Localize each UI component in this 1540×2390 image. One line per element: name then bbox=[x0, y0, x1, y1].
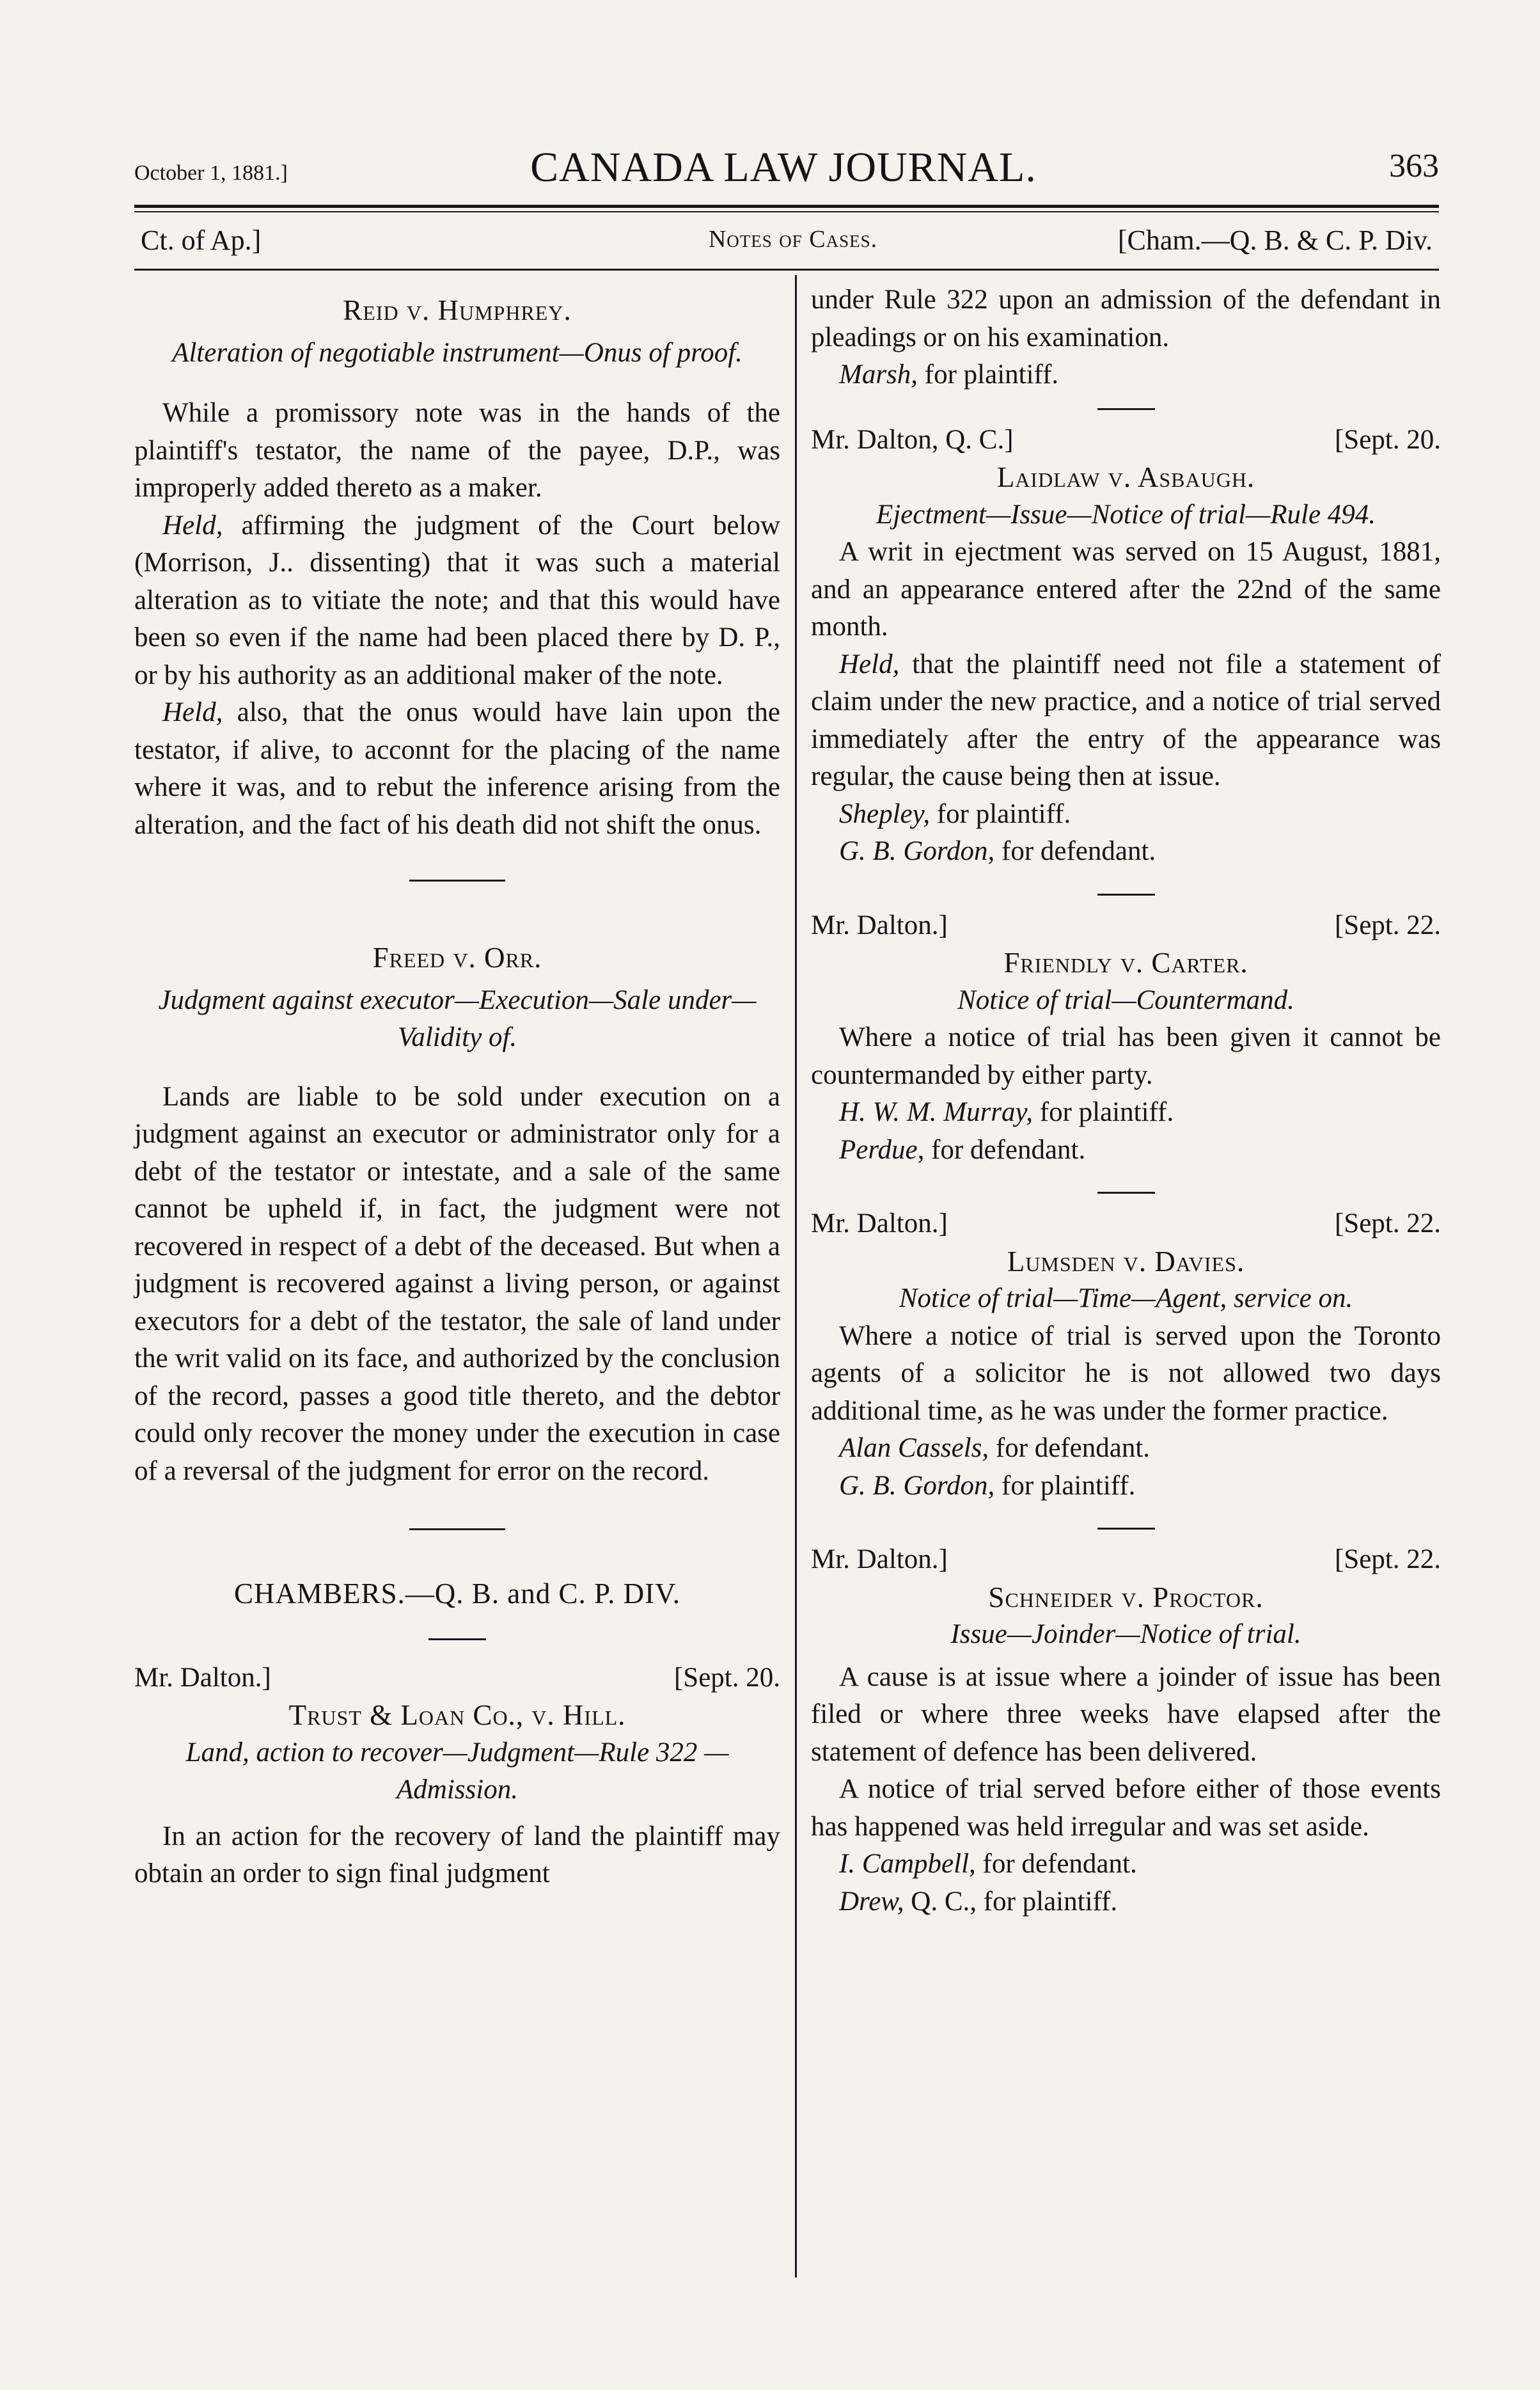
case-subtitle-friendly: Notice of trial—Countermand. bbox=[957, 985, 1294, 1015]
trust-header bbox=[134, 1659, 780, 1697]
header-rule-thin bbox=[134, 211, 1439, 212]
counsel-name: Alan Cassels, bbox=[839, 1433, 989, 1463]
held-label: Held, bbox=[162, 510, 223, 541]
counsel-line bbox=[811, 356, 1441, 394]
reid-para-3-text: also, that the onus would have lain upon the testator, if alive, to acconnt for the placing of the name where it was, and to rebut the inference arising from the alteration, and the fact of his death did not shift the onus. bbox=[134, 697, 780, 840]
reid-para-3 bbox=[134, 694, 780, 844]
reid-para-2 bbox=[134, 507, 780, 695]
counsel-name: Marsh, bbox=[839, 360, 918, 390]
counsel-name: G. B. Gordon, bbox=[839, 836, 995, 866]
judge-name: Mr. Dalton, Q. C.] bbox=[811, 424, 1014, 455]
case-title-lumsden: Lumsden v. Davies. bbox=[1007, 1245, 1245, 1278]
column-divider bbox=[795, 275, 797, 2277]
reid-para-2-text: affirming the judgment of the Court below (Morrison, J.. dissenting) that it was such a material alteration as to vitiate the note; and that this would have been so even if the name had been placed there by D. P., or by his authority as an additional maker of the note. bbox=[134, 510, 780, 690]
case-title-laidlaw: Laidlaw v. Asbaugh. bbox=[996, 461, 1255, 493]
header-rule bbox=[134, 205, 1439, 208]
counsel-line bbox=[811, 1883, 1441, 1921]
friendly-para-1: Where a notice of trial has been given it cannot be countermanded by either party. bbox=[811, 1022, 1441, 1090]
section-subheader bbox=[141, 219, 1445, 264]
case-title-reid: Reid v. Humphrey. bbox=[343, 294, 572, 326]
counsel-role: for defendant. bbox=[924, 1134, 1086, 1165]
judge-name: Mr. Dalton.] bbox=[811, 1208, 948, 1239]
right-column bbox=[811, 281, 1441, 1920]
case-subtitle-freed: Judgment against executor—Execution—Sale under—Validity of. bbox=[158, 985, 757, 1052]
counsel-name: Perdue, bbox=[839, 1134, 925, 1165]
case-subtitle-trust: Land, action to recover—Judgment—Rule 322 —Admission. bbox=[185, 1737, 729, 1805]
court-left: Ct. of Ap.] bbox=[141, 225, 262, 256]
laidlaw-para-2 bbox=[811, 646, 1441, 796]
laidlaw-header bbox=[811, 422, 1441, 459]
held-label: Held, bbox=[162, 697, 223, 727]
counsel-line bbox=[811, 833, 1441, 871]
decision-date: [Sept. 20. bbox=[1334, 424, 1441, 455]
court-right: [Cham.—Q. B. & C. P. Div. bbox=[1117, 225, 1433, 256]
decision-date: [Sept. 20. bbox=[673, 1662, 780, 1693]
case-title-friendly: Friendly v. Carter. bbox=[1003, 947, 1248, 979]
schneider-para-1: A cause is at issue where a joinder of issue has been filed or where three weeks have elapsed after the statement of defence has been delivered. bbox=[811, 1661, 1441, 1767]
decision-date: [Sept. 22. bbox=[1334, 1208, 1441, 1239]
case-subtitle-lumsden: Notice of trial—Time—Agent, service on. bbox=[899, 1283, 1353, 1313]
case-title-schneider: Schneider v. Proctor. bbox=[988, 1581, 1264, 1613]
issue-date: October 1, 1881.] bbox=[134, 161, 288, 185]
lumsden-header bbox=[811, 1205, 1441, 1243]
counsel-line bbox=[811, 1468, 1441, 1505]
counsel-role: for plaintiff. bbox=[994, 1470, 1136, 1501]
counsel-name: G. B. Gordon, bbox=[839, 1470, 995, 1501]
counsel-role: for defendant. bbox=[994, 836, 1156, 866]
counsel-line bbox=[811, 1846, 1441, 1883]
counsel-role: Q. C., for plaintiff. bbox=[904, 1886, 1118, 1917]
held-label: Held, bbox=[839, 649, 900, 679]
case-subtitle-reid: Alteration of negotiable instrument—Onus of proof. bbox=[172, 337, 742, 368]
counsel-role: for defendant. bbox=[975, 1849, 1137, 1879]
case-subtitle-schneider: Issue—Joinder—Notice of trial. bbox=[950, 1619, 1301, 1649]
judge-name: Mr. Dalton.] bbox=[134, 1662, 271, 1693]
counsel-line bbox=[811, 1094, 1441, 1132]
friendly-header bbox=[811, 907, 1441, 945]
laidlaw-para-2-text: that the plaintiff need not file a statement of claim under the new practice, and a notice of trial served immediately after the entry of the appearance was regular, the cause being then at issue. bbox=[811, 649, 1441, 791]
counsel-name: Drew, bbox=[839, 1886, 904, 1917]
counsel-role: for plaintiff. bbox=[1033, 1097, 1174, 1127]
schneider-para-2: A notice of trial served before either of those events has happened was held irregular and was set aside. bbox=[811, 1774, 1441, 1842]
page-number: 363 bbox=[1389, 148, 1439, 184]
case-subtitle-laidlaw: Ejectment—Issue—Notice of trial—Rule 494. bbox=[876, 499, 1376, 530]
counsel-name: H. W. M. Murray, bbox=[839, 1097, 1033, 1127]
section-title: Notes of Cases. bbox=[708, 226, 878, 253]
counsel-name: Shepley, bbox=[839, 798, 931, 829]
judge-name: Mr. Dalton.] bbox=[811, 1544, 948, 1574]
counsel-role: for plaintiff. bbox=[930, 798, 1071, 829]
counsel-role: for defendant. bbox=[989, 1433, 1151, 1463]
counsel-name: I. Campbell, bbox=[839, 1849, 976, 1879]
laidlaw-para-1: A writ in ejectment was served on 15 August, 1881, and an appearance entered after the 22nd of the same month. bbox=[811, 537, 1441, 642]
freed-para-1: Lands are liable to be sold under execution on a judgment against an executor or administrator only for a debt of the testator or intestate, and a sale of the same cannot be upheld if, in fact, the judgment were not recovered in respect of a debt of the deceased. But when a judgment is recovered against a living person, or against executors for a debt of the testator, the sale of land under the writ valid on its face, and authorized by the conclusion of the record, passes a good title thereto, and the debtor could only recover the money under the execution in case of a reversal of the judgment for error on the record. bbox=[134, 1081, 780, 1486]
counsel-line bbox=[811, 796, 1441, 834]
decision-date: [Sept. 22. bbox=[1334, 1544, 1441, 1574]
case-title-trust: Trust & Loan Co., v. Hill. bbox=[288, 1699, 626, 1731]
counsel-line bbox=[811, 1132, 1441, 1169]
case-title-freed: Freed v. Orr. bbox=[372, 942, 542, 974]
left-column bbox=[134, 281, 780, 1893]
subheader-rule bbox=[134, 269, 1439, 271]
judge-name: Mr. Dalton.] bbox=[811, 910, 948, 940]
counsel-line bbox=[811, 1430, 1441, 1468]
chambers-heading: CHAMBERS.—Q. B. and C. P. DIV. bbox=[233, 1578, 681, 1610]
lumsden-para-1: Where a notice of trial is served upon the Toronto agents of a solicitor he is not allowed two days additional time, as he was under the former practice. bbox=[811, 1320, 1441, 1426]
running-head bbox=[122, 128, 1445, 198]
decision-date: [Sept. 22. bbox=[1334, 910, 1441, 940]
reid-para-1: While a promissory note was in the hands of the plaintiff's testator, the name of the payee, D.P., was improperly added thereto as a maker. bbox=[134, 398, 780, 503]
journal-title: CANADA LAW JOURNAL. bbox=[530, 144, 1037, 191]
trust-para-1: In an action for the recovery of land the plaintiff may obtain an order to sign final judgment bbox=[134, 1821, 780, 1888]
counsel-role: for plaintiff. bbox=[918, 360, 1059, 390]
trust-continued: under Rule 322 upon an admission of the defendant in pleadings or on his examination. bbox=[811, 285, 1441, 352]
schneider-header bbox=[811, 1541, 1441, 1579]
